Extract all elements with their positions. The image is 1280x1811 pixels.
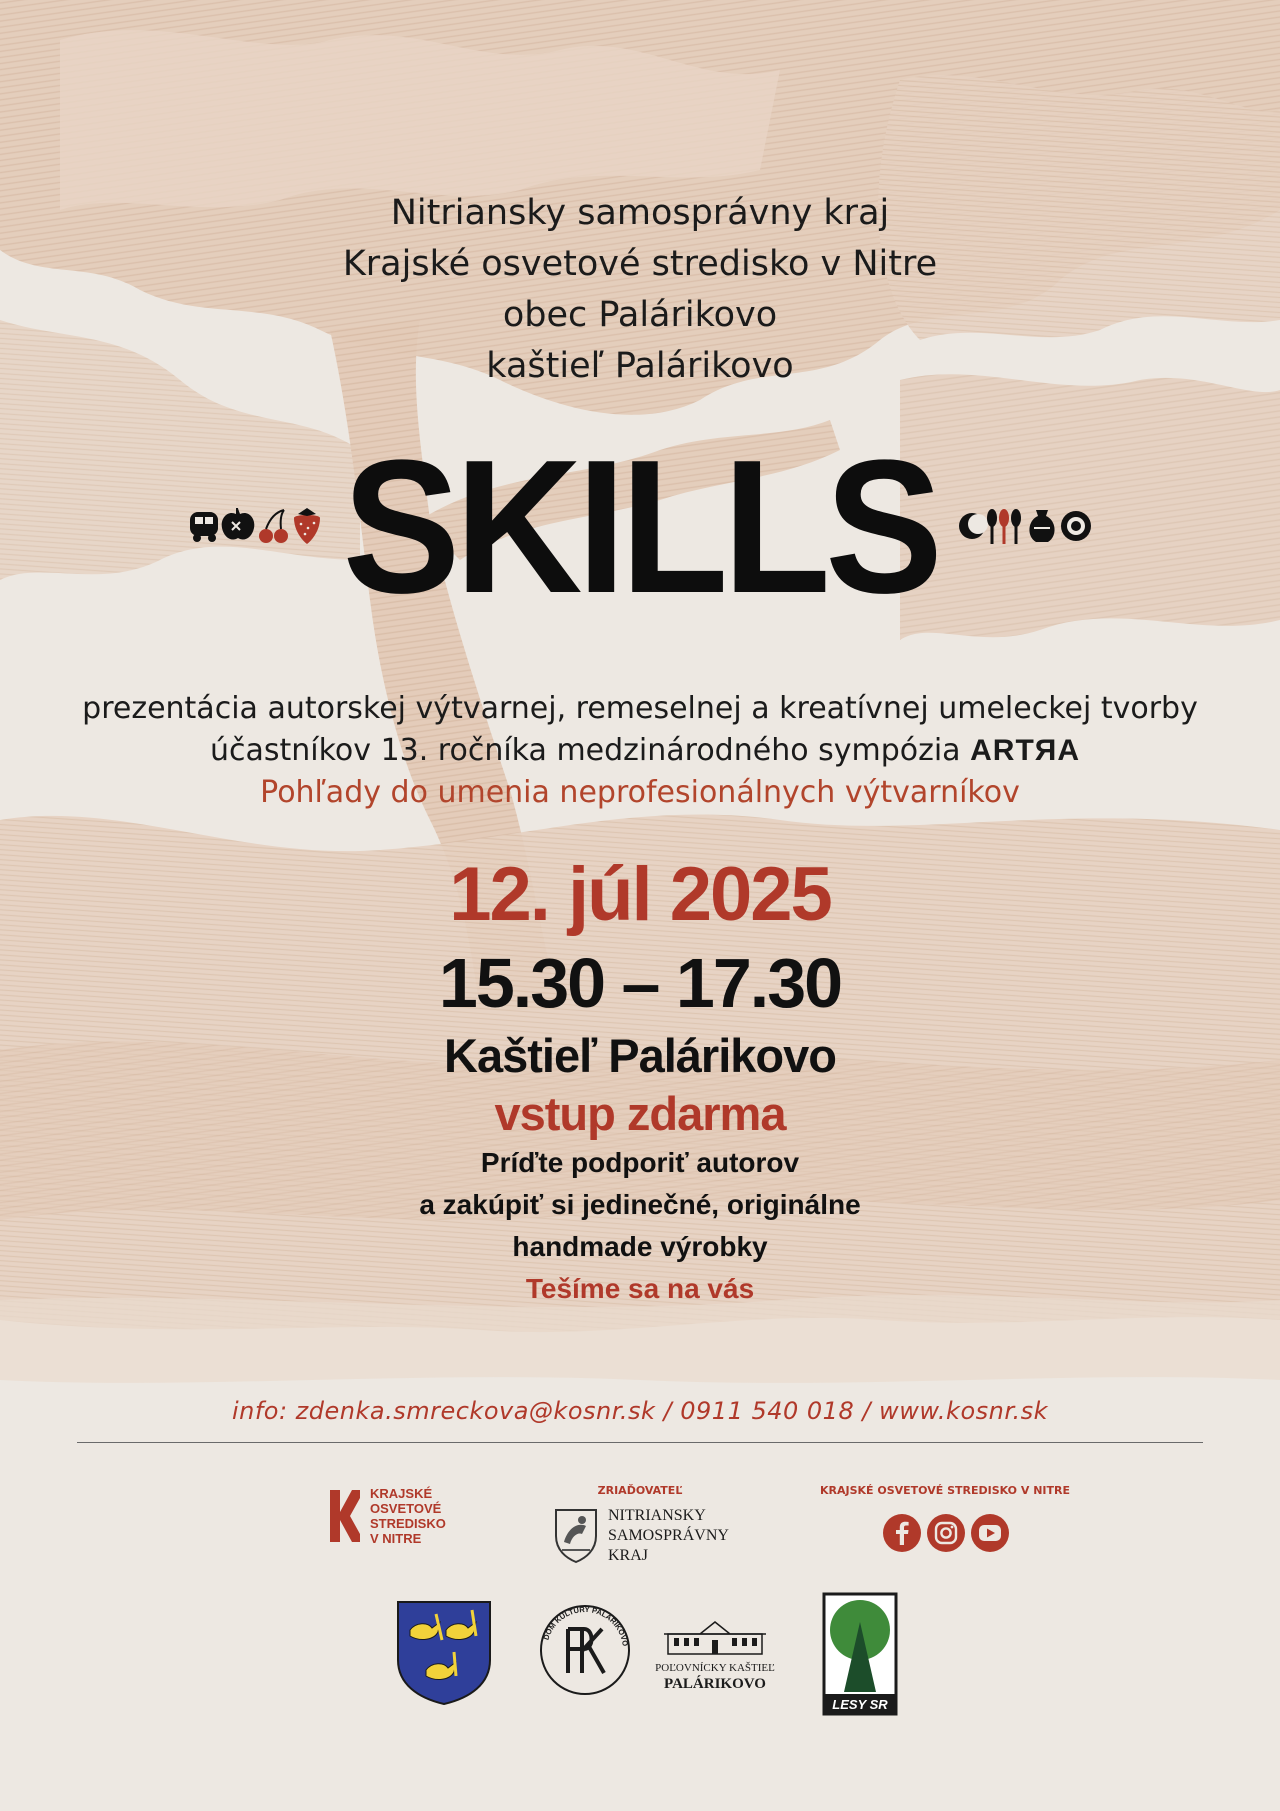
artra-logo-text: ARTЯA bbox=[970, 734, 1081, 767]
description-line-2-text: účastníkov 13. ročníka medzinárodného sympózia bbox=[209, 733, 961, 768]
kos-k-icon bbox=[326, 1486, 362, 1546]
contact-info[interactable]: info: zdenka.smreckova@kosnr.sk / 0911 540 018 / www.kosnr.sk bbox=[231, 1397, 1049, 1425]
invitation-line: handmade výrobky bbox=[512, 1231, 768, 1262]
nsk-logo-line: NITRIANSKY bbox=[608, 1507, 706, 1524]
kos-logo-line: STREDISKO bbox=[370, 1516, 446, 1531]
invitation-cheer: Tešíme sa na vás bbox=[525, 1273, 755, 1304]
social-caption: KRAJSKÉ OSVETOVÉ STREDISKO V NITRE bbox=[819, 1484, 1070, 1497]
coat-of-arms-icon bbox=[396, 1600, 492, 1706]
dk-round-logo bbox=[532, 1597, 638, 1703]
apple-icon bbox=[222, 508, 255, 540]
moon-icon bbox=[959, 513, 988, 539]
description-subtitle: Pohľady do umenia neprofesionálnych výtvarníkov bbox=[260, 775, 1020, 810]
event-venue: Kaštieľ Palárikovo bbox=[444, 1029, 836, 1082]
castle-logo-line: POĽOVNÍCKY KAŠTIEĽ bbox=[655, 1662, 775, 1674]
event-entry: vstup zdarma bbox=[494, 1087, 786, 1140]
nsk-logo bbox=[552, 1506, 729, 1568]
vase-icon bbox=[1029, 510, 1054, 542]
nsk-logo-line: KRAJ bbox=[608, 1547, 649, 1564]
kos-logo-line: V NITRE bbox=[370, 1531, 422, 1546]
event-date: 12. júl 2025 bbox=[449, 852, 831, 937]
castle-logo-text bbox=[650, 1662, 780, 1693]
palarikovo-coat-of-arms bbox=[396, 1600, 492, 1710]
nsk-logo-line: SAMOSPRÁVNY bbox=[608, 1527, 729, 1544]
nsk-coat-of-arms-icon bbox=[552, 1506, 600, 1564]
dk-logo-text: DOM KULTÚRY PALÁRIKOVO bbox=[541, 1604, 630, 1647]
title-icons-right bbox=[958, 506, 1094, 546]
nsk-logo-text bbox=[608, 1506, 758, 1566]
kos-logo-line: OSVETOVÉ bbox=[370, 1501, 442, 1516]
zriadovatel-caption: ZRIAĎOVATEĽ bbox=[597, 1484, 683, 1497]
kos-logo-line: KRAJSKÉ bbox=[370, 1486, 433, 1501]
description-line-1: prezentácia autorskej výtvarnej, remeselnej a kreatívnej umeleckej tvorby bbox=[82, 691, 1198, 726]
cherries-icon bbox=[259, 510, 288, 543]
lesy-logo-text: LESY SR bbox=[832, 1697, 888, 1712]
kos-logo-text bbox=[370, 1486, 490, 1546]
organizer-line: Nitriansky samosprávny kraj bbox=[390, 193, 890, 233]
description bbox=[0, 688, 1280, 814]
lesy-tree-icon bbox=[822, 1592, 898, 1716]
strawberry-icon bbox=[294, 508, 320, 544]
invitation-line: Príďte podporiť autorov bbox=[480, 1147, 800, 1178]
organizer-line: Krajské osvetové stredisko v Nitre bbox=[342, 244, 938, 284]
bus-icon bbox=[190, 512, 218, 542]
event-details bbox=[0, 850, 1280, 1310]
invitation-line: a zakúpiť si jedinečné, originálne bbox=[419, 1189, 861, 1220]
dom-kultury-logo bbox=[532, 1597, 638, 1707]
spoons-icon bbox=[987, 509, 1021, 544]
event-title: SKILLS bbox=[342, 421, 938, 633]
invitation-text bbox=[0, 1142, 1280, 1310]
svg-text:DOM KULTÚRY PALÁRIKOVO bbox=[541, 1605, 629, 1647]
description-line-2 bbox=[0, 730, 1280, 772]
polovnicky-kastiel-logo bbox=[655, 1618, 775, 1692]
castle-logo-line: PALÁRIKOVO bbox=[664, 1676, 766, 1692]
event-time: 15.30 – 17.30 bbox=[438, 944, 842, 1022]
organizers-list bbox=[0, 188, 1280, 392]
facebook-icon[interactable] bbox=[882, 1513, 922, 1553]
castle-icon bbox=[660, 1618, 770, 1658]
youtube-icon[interactable] bbox=[970, 1513, 1010, 1553]
instagram-icon[interactable] bbox=[926, 1513, 966, 1553]
title-row bbox=[0, 421, 1280, 633]
organizer-line: obec Palárikovo bbox=[502, 295, 778, 335]
lesy-sr-logo bbox=[822, 1592, 898, 1720]
organizer-line: kaštieľ Palárikovo bbox=[486, 346, 794, 386]
target-icon bbox=[1061, 511, 1091, 541]
title-icons-left bbox=[188, 506, 324, 546]
footer-divider bbox=[77, 1442, 1203, 1443]
